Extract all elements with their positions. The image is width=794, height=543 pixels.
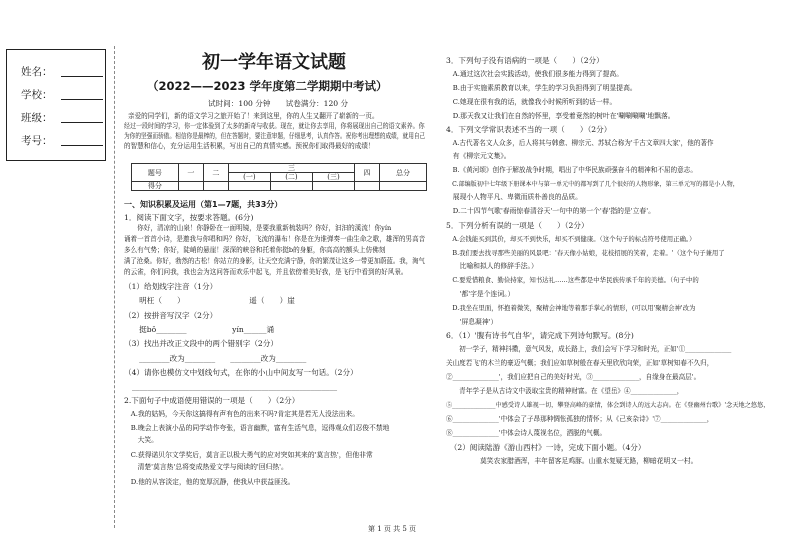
option-text: 清楚'莫言热'总将变成热爱文学与阅读的'回归热'。 — [124, 463, 288, 471]
score-cell[interactable] — [178, 182, 203, 191]
answer-line[interactable]: ________改为________ ________改为________ — [124, 354, 307, 363]
student-info-box — [6, 49, 106, 161]
option-text: C.获得诺贝尔文学奖后，莫言正以极大勇气的应对突如其来的'莫言热'，但他非常 — [124, 451, 373, 459]
option-text: A.我的姑妈，今天你这搞得有声有色的出来不吗?肯定其是若无人没法出来。 — [124, 410, 360, 418]
score-table-subheader: (二) — [270, 173, 312, 182]
passage-line: 你好，清凉的山泉！你静卧在一面明镜，是要我重新梳装吗？你好，汩汩的溪流！你yín — [124, 224, 392, 232]
score-cell[interactable] — [203, 182, 228, 191]
question-text: 3．下列句子没有语病的一项是（ ）（2分） — [446, 56, 604, 65]
score-cell[interactable] — [270, 182, 312, 191]
poem-fill-line[interactable]: ⑧______________'中体会诗人蔑视名位，洒脱的气概。 — [446, 429, 607, 437]
poem-fill-line[interactable]: ⑤______________中感受诗人雄视一切，攀登高峰的豪情，体会到诗人的远大志向。在《登幽州台歌》'念天地之悠悠， — [446, 402, 770, 409]
passage-line: 的云雀，你们问我，我也会为这问答而欢乐中起飞，并且依傍着美好我，是飞行中看到的好风景。 — [124, 268, 408, 276]
binding-line — [114, 46, 115, 528]
intro-line: 的智慧和信心，充分运用生活积累，写出自己的真情实感。预祝你们取得最好的成绩！ — [124, 142, 375, 150]
exam-no-label: 考号： — [21, 135, 53, 147]
score-table-subheader: (一) — [228, 173, 270, 182]
page-footer: 第 1 页 共 5 页 — [368, 525, 417, 533]
score-table-header: 总分 — [380, 164, 427, 182]
score-table-header: 四 — [355, 164, 380, 182]
question-text: （2）阅读陆游《游山西村》一诗，完成下面小题。（4分） — [446, 443, 646, 452]
intro-line: 为你的坚强而骄傲。相信你是最棒的，但在答题时，要注意审题，仔细思考，认真作答。祝你考出理想的成绩，就用自己 — [124, 132, 426, 140]
school-blank — [61, 99, 103, 100]
answer-line[interactable]: 挺bǒ________ yín______诵 — [124, 325, 275, 334]
poem-fill-line[interactable]: 关山度若飞'的木兰的豪迈气概；我们应如草树般在春天里欣欣向荣，正如'草树知春不久归， — [446, 359, 714, 367]
question-text: 6．（1）'腹有诗书气自华'，请完成下列诗句默写。(8分) — [446, 331, 634, 340]
option-text: D.他的从容淡定，他的宽厚沉静，使我从中获益匪浅。 — [124, 478, 295, 486]
intro-line: 亲爱的同学们，新的语文学习之旅开始了！来到这里，你的人生又翻开了崭新的一页。 — [128, 112, 379, 120]
option-text: '都'字是个连词。） — [446, 290, 515, 298]
option-text: 比喻和拟人的修辞手法。） — [446, 262, 538, 270]
passage-line: 诵着一首首小诗，是邀我与你唱和吗？你好，飞流的瀑布！你是在为谁弹奏一曲生命之歌，雄浑的男高音 — [124, 235, 426, 243]
question-text: （1）给划线字注音（1分） — [124, 282, 218, 291]
page-subtitle: （2022——2023 学年度第二学期期中考试） — [147, 79, 388, 93]
option-text: 有《柳宗元文集》。 — [446, 152, 511, 160]
answer-line[interactable]: 明枉（ ） 遥（ ）崖 — [124, 296, 295, 305]
option-text: A.会钱能买到其价，却买不到快乐，却买不到健康。（这个句子的标点符号使用正确。） — [446, 235, 696, 243]
question-text: 5．下列分析有误的一项是（ ）（2分） — [446, 221, 589, 230]
name-label: 姓名： — [21, 66, 53, 78]
poem-fill-line[interactable]: 初一学子，精神抖擞，意气风发，成长路上，我们会写下学习和时光，正如'①______________ — [446, 345, 732, 353]
option-text: B.由于实施素质教育以来，学生的学习负担得到了明显提高。 — [446, 84, 637, 92]
question-text: （4）请你也模仿文中划线句式，在你的小山中间友写一句话。（2分） — [124, 368, 358, 377]
poem-fill-line[interactable]: ⑥______________'中体会了子昂那种惆怅孤独的情怀；从《己亥杂诗》'⑦______________， — [446, 415, 714, 423]
exam-meta: 试时间：100 分钟 试卷满分：120 分 — [208, 99, 349, 108]
score-row-label: 得分 — [132, 182, 179, 191]
option-text: 大笑。 — [124, 436, 158, 444]
option-text: B.《黄河颂》创作于解放战争时期，唱出了中华民族顽强奋斗的精神和不屈的意志。 — [446, 166, 697, 174]
page-title: 初一学年语文试题 — [202, 52, 346, 73]
score-table-header: 题号 — [132, 164, 179, 182]
class-label: 班级： — [21, 112, 53, 124]
poem-text: 莫笑农家腊酒浑，丰年留客足鸡豚。山重水复疑无路，柳暗花明又一村。 — [446, 457, 698, 465]
score-cell[interactable] — [355, 182, 380, 191]
question-text: （3）找出并改正文段中的两个错别字（2分） — [124, 339, 278, 348]
score-cell[interactable] — [380, 182, 427, 191]
section-heading: 一、知识积累及运用（第1—7题，共33分） — [124, 200, 283, 209]
option-text: C.要爱惜粮食、勤俭持家，知书达礼……这些都是中华民族传承千年的美德。（句子中的 — [446, 276, 699, 284]
option-text: D.那天我又让我们在自然的怀里，享受着竟然的树叶在'唰唰唰唰'地飘落。 — [446, 112, 675, 120]
intro-line: 经过一段时间的学习，你一定体验到了太多的新奇与收获。现在，就让你去享用，你将展现出自己的语文素养。你 — [124, 122, 425, 130]
poem-fill-line[interactable]: 青年学子是从古诗文中汲取宝贵的精神财富。在《望岳》④______________， — [446, 387, 684, 395]
question-text: 1．阅读下面文字，按要求答题。(6分) — [124, 213, 254, 222]
score-table-header: 二 — [203, 164, 228, 182]
option-text: C.部编版初中七年级下册课本中与第一单元中的都写到了几个很好的人物形象，第三单元写的都是小人物， — [446, 181, 739, 188]
score-table-header: 三 — [228, 164, 354, 173]
name-blank — [61, 76, 103, 77]
passage-line: 多么有气势；你好，陡峭的悬崖！深深的峡谷和托着你挺b的身躯，你高高的额头上仿佛刻 — [124, 246, 386, 254]
exam-no-blank — [61, 145, 103, 146]
option-text: B.晚会上表演小品的同学动作夸张，语言幽默，富有生活气息，逗得观众们忍俊不禁地 — [124, 424, 390, 432]
option-text: '屏息凝神'） — [446, 318, 498, 326]
question-text: 4．下列文学常识表述不当的一项（ ）（2分） — [446, 125, 612, 134]
option-text: A.古代著名文人众多，后人将其与韩愈、柳宗元、苏轼合称为'千古文章四大家'，他的著作 — [446, 139, 714, 147]
answer-line[interactable]: ______________________________________________________ — [132, 382, 338, 391]
option-text: 展现小人物平凡、卑微而质朴善良的品质。 — [446, 193, 582, 201]
option-text: D.我坐在里面，怀抱着微笑，聚精会神地等着那手掌心的情形，(可以用'聚精会神'改为 — [446, 304, 696, 312]
score-table-subheader: (三) — [312, 173, 354, 182]
question-text: 2.下面句子中成语使用错误的一项是（ ）（2分） — [124, 396, 300, 405]
poem-fill-line[interactable]: ②______________'，我们应把自己的美好时光，③______________，自缘身在最高层'。 — [446, 373, 701, 381]
option-text: D.二十四节气歌'春雨惊春清谷天'一句中的第一个'春'指的是'立春'。 — [446, 207, 655, 215]
score-cell[interactable] — [312, 182, 354, 191]
score-table-header: 一 — [178, 164, 203, 182]
question-text: （2）按拼音写汉字（2分） — [124, 311, 218, 320]
school-label: 学校： — [21, 89, 53, 101]
option-text: A.通过这次社会实践活动，使我们很多能力得到了提高。 — [446, 70, 623, 78]
option-text: C.她现在很有我的话，就像我小时候所听到的话一样。 — [446, 98, 617, 106]
passage-line: 满了沧桑。你好，勃然的古松！你站立的身影，让天空充满宁静，你的繁茂让这乡一带更加蔚蓝。我，淘气 — [124, 257, 425, 265]
class-blank — [61, 122, 103, 123]
option-text: B.我们要去找寻那些美丽的风景吧：'春天像小姑娘，花枝招展的笑着，走着。'（这个句子兼用了 — [446, 249, 725, 257]
score-cell[interactable] — [228, 182, 270, 191]
score-table — [131, 163, 427, 191]
